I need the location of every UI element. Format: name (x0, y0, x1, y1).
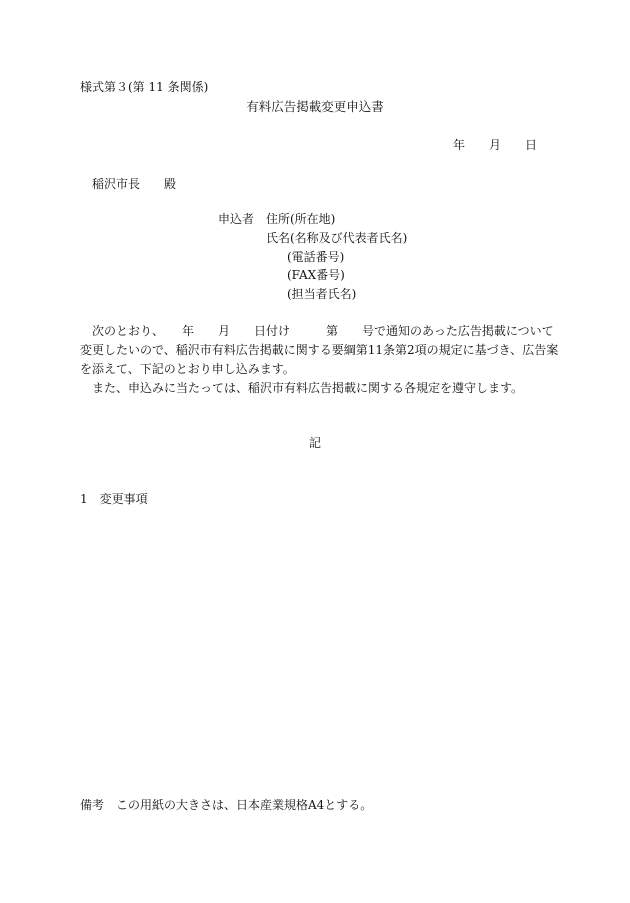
address-label: 住所(所在地) (266, 212, 336, 226)
date-line: 年 月 日 (453, 138, 538, 152)
change-items-heading: 1 変更事項 (80, 492, 148, 506)
fax-label: (FAX番号) (287, 268, 345, 282)
record-heading: 記 (308, 436, 321, 450)
applicant-label: 申込者 (218, 212, 255, 226)
document-title: 有料広告掲載変更申込書 (246, 99, 384, 114)
body-paragraph-1-line-2: 変更したいので、稲沢市有料広告掲載に関する要綱第11条第2項の規定に基づき、広告案 (80, 343, 559, 357)
remarks-note: 備考 この用紙の大きさは、日本産業規格A4とする。 (80, 798, 373, 812)
body-paragraph-1-line-3: を添えて、下記のとおり申し込みます。 (80, 362, 295, 376)
form-number: 様式第３(第 11 条関係) (80, 80, 209, 94)
name-label: 氏名(名称及び代表者氏名) (266, 231, 408, 245)
body-paragraph-1-line-1: 次のとおり、 年 月 日付け 第 号で通知のあった広告掲載について (92, 324, 554, 338)
phone-label: (電話番号) (287, 250, 345, 264)
contact-person-label: (担当者氏名) (287, 287, 357, 301)
body-paragraph-2: また、申込みに当たっては、稲沢市有料広告掲載に関する各規定を遵守します。 (92, 381, 524, 395)
addressee: 稲沢市長 殿 (92, 177, 177, 191)
